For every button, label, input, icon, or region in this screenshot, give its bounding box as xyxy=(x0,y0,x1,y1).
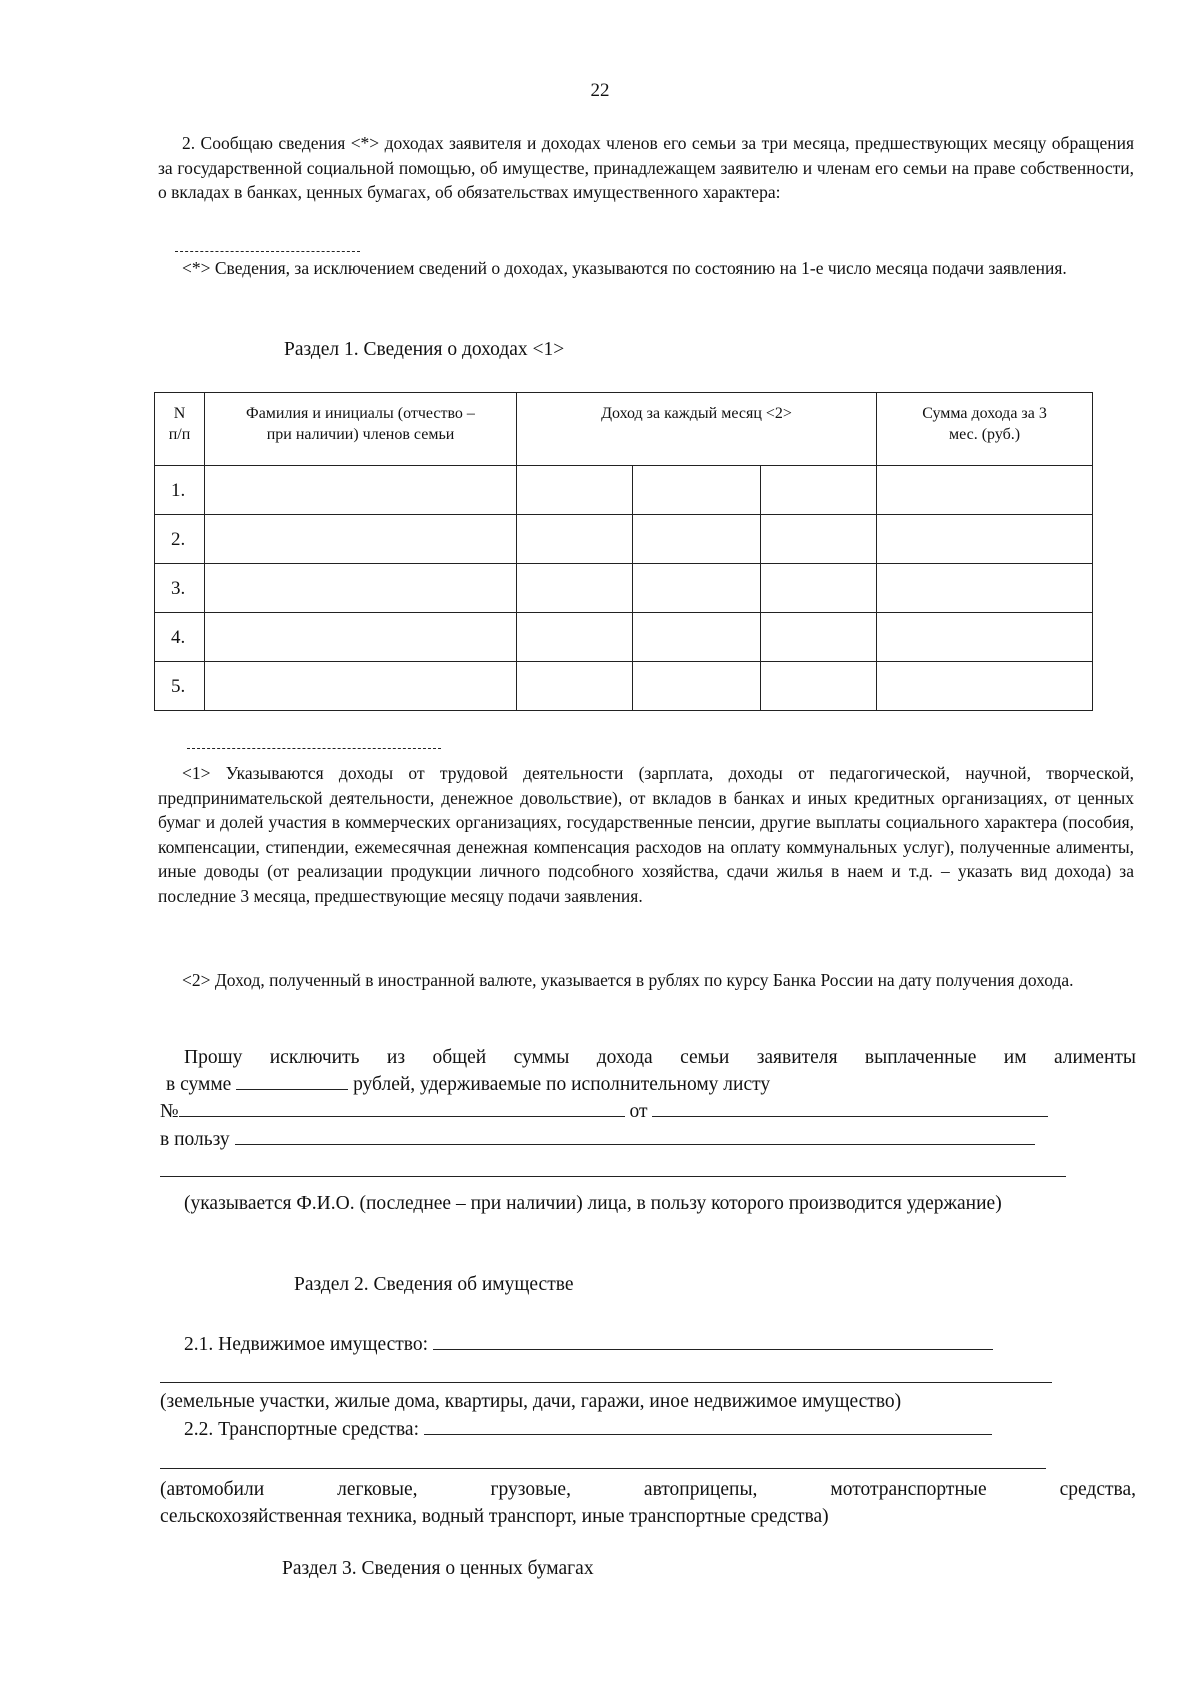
month-1-cell[interactable] xyxy=(517,466,633,515)
row-number: 3. xyxy=(155,564,205,613)
row-number: 2. xyxy=(155,515,205,564)
beneficiary-field-continuation[interactable] xyxy=(160,1176,1066,1177)
table-row xyxy=(155,466,1093,515)
month-2-cell[interactable] xyxy=(633,662,761,711)
header-number: N п/п xyxy=(155,393,205,466)
family-member-cell[interactable] xyxy=(205,662,517,711)
table-row xyxy=(155,613,1093,662)
month-3-cell[interactable] xyxy=(761,515,877,564)
vehicles-hint-line-1: (автомобили легковые, грузовые, автоприцепы, мототранспортные средства, xyxy=(160,1479,1136,1500)
section-2-title: Раздел 2. Сведения об имуществе xyxy=(294,1274,574,1295)
writ-number-line: № от xyxy=(160,1098,1090,1125)
row-number: 1. xyxy=(155,466,205,515)
beneficiary-line: в пользу xyxy=(160,1126,1090,1153)
month-2-cell[interactable] xyxy=(633,564,761,613)
beneficiary-field[interactable] xyxy=(235,1126,1035,1145)
month-2-cell[interactable] xyxy=(633,613,761,662)
row-number: 5. xyxy=(155,662,205,711)
table-row xyxy=(155,564,1093,613)
footnote-1: <1> Указываются доходы от трудовой деятельности (зарплата, доходы от педагогической, научной, творческой, предпринимательской деятельности, денежное довольствие), от вкладов в банках и иных кредитных организациях, от ценных бумаг и долей участия в коммерческих организациях, государственные пенсии, другие выплаты социального характера (пособия, компенсации, стипендии, ежемесячная денежная компенсация расходов на оплату коммунальных услуг), полученные алименты, иные доводы (от реализации продукции личного подсобного хозяйства, сдачи жилья в наем и т.д. – указать вид дохода) за последние 3 месяца, предшествующие месяцу подачи заявления. xyxy=(158,763,1134,906)
real-estate-line: 2.1. Недвижимое имущество: xyxy=(184,1331,1084,1358)
family-member-cell[interactable] xyxy=(205,515,517,564)
writ-date-field[interactable] xyxy=(652,1098,1048,1117)
family-member-cell[interactable] xyxy=(205,466,517,515)
section-1-title: Раздел 1. Сведения о доходах <1> xyxy=(284,339,565,360)
header-family-member: Фамилия и инициалы (отчество – при наличии) членов семьи xyxy=(205,393,517,466)
month-3-cell[interactable] xyxy=(761,466,877,515)
vehicles-hint-line-2: сельскохозяйственная техника, водный транспорт, иные транспортные средства) xyxy=(160,1506,829,1527)
total-cell[interactable] xyxy=(877,564,1093,613)
row-number: 4. xyxy=(155,613,205,662)
table-row xyxy=(155,662,1093,711)
footnote-separator xyxy=(175,251,360,252)
table-row xyxy=(155,515,1093,564)
month-1-cell[interactable] xyxy=(517,515,633,564)
header-total-income: Сумма дохода за 3 мес. (руб.) xyxy=(877,393,1093,466)
page-number: 22 xyxy=(590,80,610,101)
total-cell[interactable] xyxy=(877,662,1093,711)
real-estate-field[interactable] xyxy=(433,1331,993,1350)
month-2-cell[interactable] xyxy=(633,515,761,564)
month-3-cell[interactable] xyxy=(761,613,877,662)
header-monthly-income: Доход за каждый месяц <2> xyxy=(517,393,877,466)
month-3-cell[interactable] xyxy=(761,662,877,711)
alimony-request-line: Прошу исключить из общей суммы дохода семьи заявителя выплаченные им алименты xyxy=(184,1047,1136,1068)
month-1-cell[interactable] xyxy=(517,662,633,711)
intro-paragraph: 2. Сообщаю сведения <*> доходах заявителя и доходах членов его семьи за три месяца, предшествующих месяцу обращения за государственной социальной помощью, об имуществе, принадлежащем заявителю и членам его семьи на праве собственности, о вкладах в банках, ценных бумагах, об обязательствах имущественного характера: xyxy=(158,133,1134,202)
family-member-cell[interactable] xyxy=(205,564,517,613)
family-member-cell[interactable] xyxy=(205,613,517,662)
total-cell[interactable] xyxy=(877,515,1093,564)
alimony-amount-line: в сумме рублей, удерживаемые по исполнительному листу xyxy=(166,1071,1066,1098)
vehicles-field-continuation[interactable] xyxy=(160,1468,1046,1469)
real-estate-hint: (земельные участки, жилые дома, квартиры, дачи, гаражи, иное недвижимое имущество) xyxy=(160,1391,902,1412)
month-1-cell[interactable] xyxy=(517,564,633,613)
writ-number-field[interactable] xyxy=(179,1098,625,1117)
asterisk-footnote: <*> Сведения, за исключением сведений о доходах, указываются по состоянию на 1-е число месяца подачи заявления. xyxy=(182,258,1067,278)
month-3-cell[interactable] xyxy=(761,564,877,613)
beneficiary-hint: (указывается Ф.И.О. (последнее – при наличии) лица, в пользу которого производится удержание) xyxy=(184,1193,1002,1214)
table-header-row xyxy=(155,393,1093,466)
real-estate-field-continuation[interactable] xyxy=(160,1382,1052,1383)
footnotes-separator xyxy=(187,748,441,749)
section-3-title: Раздел 3. Сведения о ценных бумагах xyxy=(282,1558,594,1579)
total-cell[interactable] xyxy=(877,466,1093,515)
vehicles-line: 2.2. Транспортные средства: xyxy=(184,1416,1084,1443)
income-table xyxy=(154,392,1093,711)
alimony-amount-field[interactable] xyxy=(236,1071,348,1090)
month-2-cell[interactable] xyxy=(633,466,761,515)
month-1-cell[interactable] xyxy=(517,613,633,662)
footnote-2: <2> Доход, полученный в иностранной валюте, указывается в рублях по курсу Банка России на дату получения дохода. xyxy=(182,970,1074,990)
vehicles-field[interactable] xyxy=(424,1416,992,1435)
total-cell[interactable] xyxy=(877,613,1093,662)
